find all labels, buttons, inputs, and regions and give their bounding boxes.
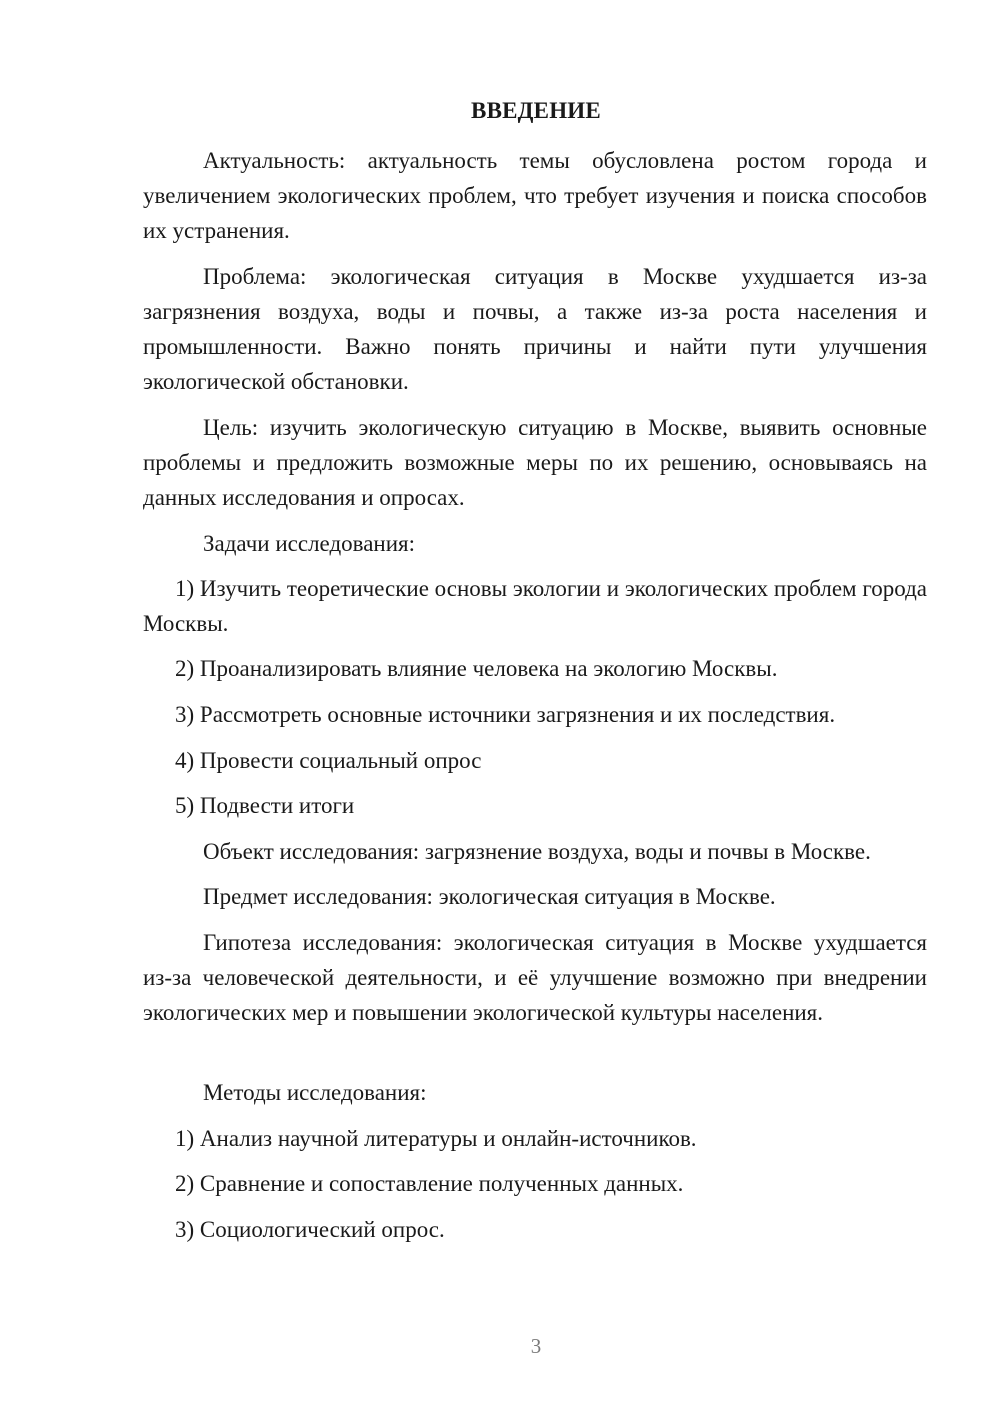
relevance-paragraph: Актуальность: актуальность темы обусловлена ростом города и увеличением экологических проблем, что требует изучения и поиска способов их устранения. [143, 148, 927, 243]
goal-paragraph: Цель: изучить экологическую ситуацию в Москве, выявить основные проблемы и предложить возможные меры по их решению, основываясь на данных исследования и опросах. [143, 415, 927, 510]
problem-paragraph: Проблема: экологическая ситуация в Москве ухудшается из-за загрязнения воздуха, воды и почвы, а также из-за роста населения и промышленности. Важно понять причины и найти пути улучшения экологической обстановки. [143, 264, 927, 394]
task-item-4: 4) Провести социальный опрос [175, 748, 482, 773]
task-item-1: 1) Изучить теоретические основы экологии и экологических проблем города Москвы. [143, 576, 927, 636]
section-title: ВВЕДЕНИЕ [471, 98, 601, 123]
task-item-5: 5) Подвести итоги [175, 793, 355, 818]
tasks-heading: Задачи исследования: [203, 531, 416, 556]
method-item-2: 2) Сравнение и сопоставление полученных данных. [175, 1171, 684, 1196]
methods-heading: Методы исследования: [203, 1080, 427, 1105]
hypothesis-paragraph: Гипотеза исследования: экологическая ситуация в Москве ухудшается из-за человеческой деятельности, и её улучшение возможно при внедрении экологических мер и повышении экологической культуры населения. [143, 930, 927, 1025]
task-item-3: 3) Рассмотреть основные источники загрязнения и их последствия. [175, 702, 836, 727]
object-paragraph: Объект исследования: загрязнение воздуха, воды и почвы в Москве. [203, 839, 871, 864]
method-item-1: 1) Анализ научной литературы и онлайн-источников. [175, 1126, 697, 1151]
method-item-3: 3) Социологический опрос. [175, 1217, 445, 1242]
task-item-2: 2) Проанализировать влияние человека на экологию Москвы. [175, 656, 778, 681]
subject-paragraph: Предмет исследования: экологическая ситуация в Москве. [203, 884, 776, 909]
page-number: 3 [530, 1334, 542, 1358]
